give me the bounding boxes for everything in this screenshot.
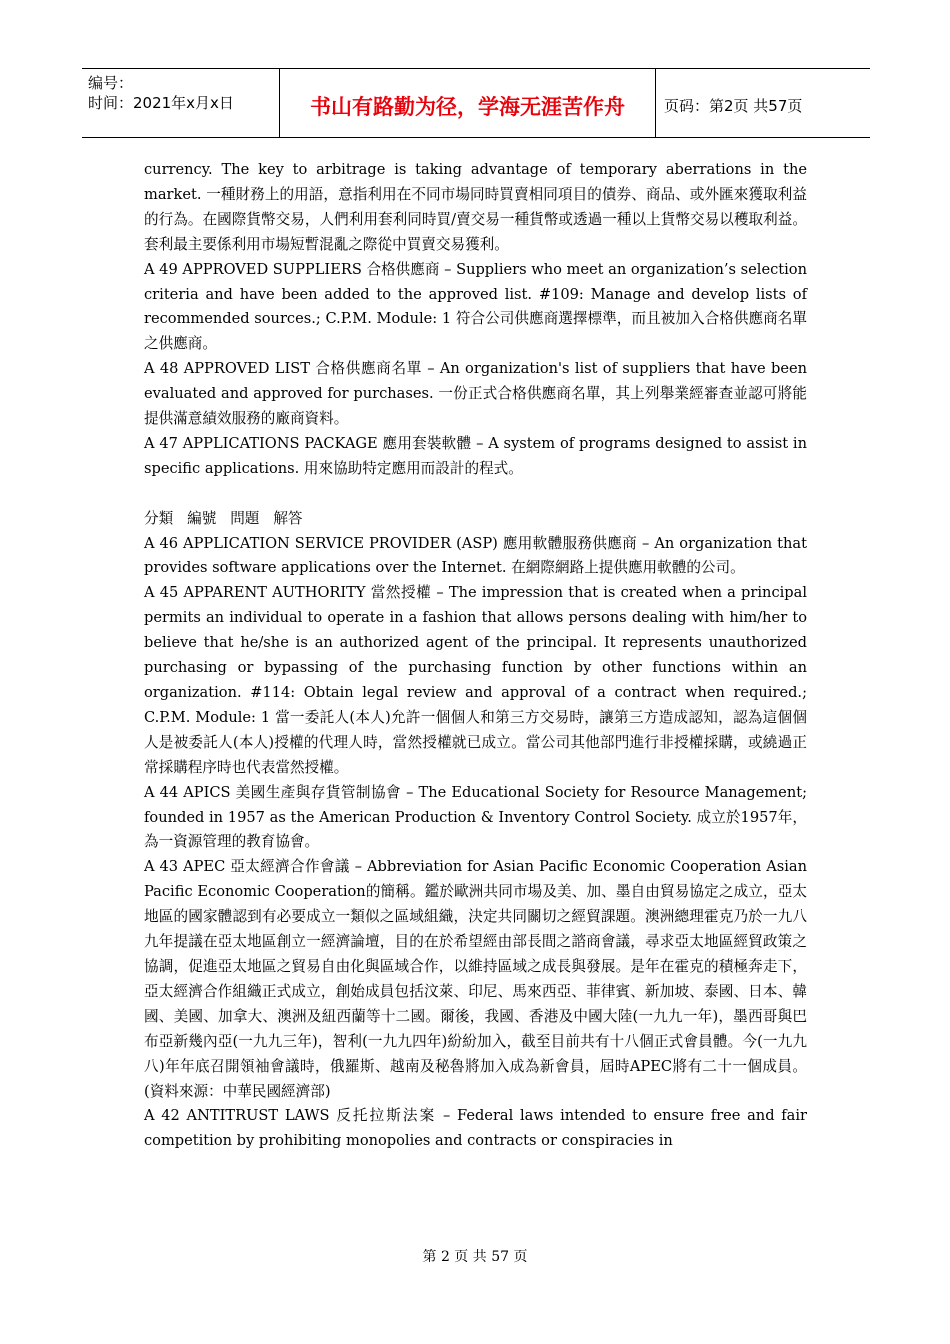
entry-42: A 42 ANTITRUST LAWS 反托拉斯法案 – Federal laws intended to ensure free and fair competition by prohibiting monopolies and contracts or conspiracies in: [144, 1107, 807, 1150]
entry-43: A 43 APEC 亞太經濟合作會議 – Abbreviation for Asian Pacific Economic Cooperation Asian Pacific Economic Cooperation的簡稱。鑑於歐洲共同市場及美、加、墨自由貿易協定之成立，亞太地區的國家體認到有必要成立一類似之區域組織，決定共同關切之經貿課題。澳洲總理霍克乃於一九八九年提議在亞太地區創立一經濟論壇，目的在於希望經由部長間之諮商會議，尋求亞太地區經貿政策之協調，促進亞太地區之貿易自由化與區域合作，以維持區域之成長與發展。是年在霍克的積極奔走下，亞太經濟合作組織正式成立，創始成員包括汶萊、印尼、馬來西亞、菲律賓、新加坡、泰國、日本、韓國、美國、加拿大、澳洲及紐西蘭等十二國。爾後，我國、香港及中國大陸(一九九一年)，墨西哥與巴布亞新幾內亞(一九九三年)，智利(一九九四年)紛紛加入，截至目前共有十八個正式會員體。今(一九九八)年年底召開領袖會議時，俄羅斯、越南及秘魯將加入成為新會員，屆時APEC將有二十一個成員。(資料來源：中華民國經濟部): [144, 858, 807, 1100]
section-header-row: 分類 編號 問題 解答: [144, 509, 303, 527]
header-slogan: 书山有路勤为径，学海无涯苦作舟: [280, 69, 656, 137]
blank-line: [144, 482, 807, 507]
entry-46: A 46 APPLICATION SERVICE PROVIDER (ASP) 應用軟體服務供應商 – An organization that provides software applications over the Internet. 在網際網路上提供應用軟體的公司。: [144, 534, 807, 577]
entry-49: A 49 APPROVED SUPPLIERS 合格供應商 – Suppliers who meet an organization’s selection criteria and have been added to the approved list. #109: Manage and develop lists of recommended sources.; C.P.M. Module: 1 符合公司供應商選擇標準，而且被加入合格供應商名單之供應商。: [144, 260, 807, 353]
document-time-label: 时间：2021年x月x日: [88, 94, 234, 112]
paragraph-arbitrage-cont: currency. The key to arbitrage is taking advantage of temporary aberrations in the market. 一種財務上的用語，意指利用在不同市場同時買賣相同項目的債券、商品、或外匯來獲取利益的行為。在國際貨幣交易，人們利用套利同時買/賣交易一種貨幣或透過一種以上貨幣交易以穫取利益。套利最主要係利用市場短暫混亂之際從中買賣交易獲利。: [144, 161, 807, 253]
entry-45: A 45 APPARENT AUTHORITY 當然授權 – The impression that is created when a principal permits an individual to operate in a fashion that allows persons dealing with him/her to believe that he/she is an authorized agent of the principal. It represents unauthorized purchasing or bypassing of the purchasing function by other functions within an organization. #114: Obtain legal review and approval of a contract when required.; C.P.M. Module: 1 當一委託人(本人)允許一個個人和第三方交易時，讓第三方造成認知，認為這個個人是被委託人(本人)授權的代理人時，當然授權就已成立。當公司其他部門進行非授權採購，或繞過正常採購程序時也代表當然授權。: [144, 584, 807, 776]
document-body: [144, 158, 807, 1154]
header-info-cell: [82, 69, 280, 137]
header-page-number: 页码：第2页 共57页: [664, 96, 803, 115]
document-number-label: 编号：: [88, 74, 134, 92]
page-footer: 第 2 页 共 57 页: [422, 1249, 528, 1265]
entry-44: A 44 APICS 美國生產與存貨管制協會 – The Educational Society for Resource Management; founded in 1957 as the American Production & Inventory Control Society. 成立於1957年，為一資源管理的教育協會。: [144, 783, 807, 851]
entry-47: A 47 APPLICATIONS PACKAGE 應用套裝軟體 – A system of programs designed to assist in specific applications. 用來協助特定應用而設計的程式。: [144, 434, 807, 477]
page-header: [82, 68, 870, 138]
entry-48: A 48 APPROVED LIST 合格供應商名單 – An organization's list of suppliers that have been evaluated and approved for purchases. 一份正式合格供應商名單，其上列舉業經審查並認可將能提供滿意績效服務的廠商資料。: [144, 360, 807, 428]
